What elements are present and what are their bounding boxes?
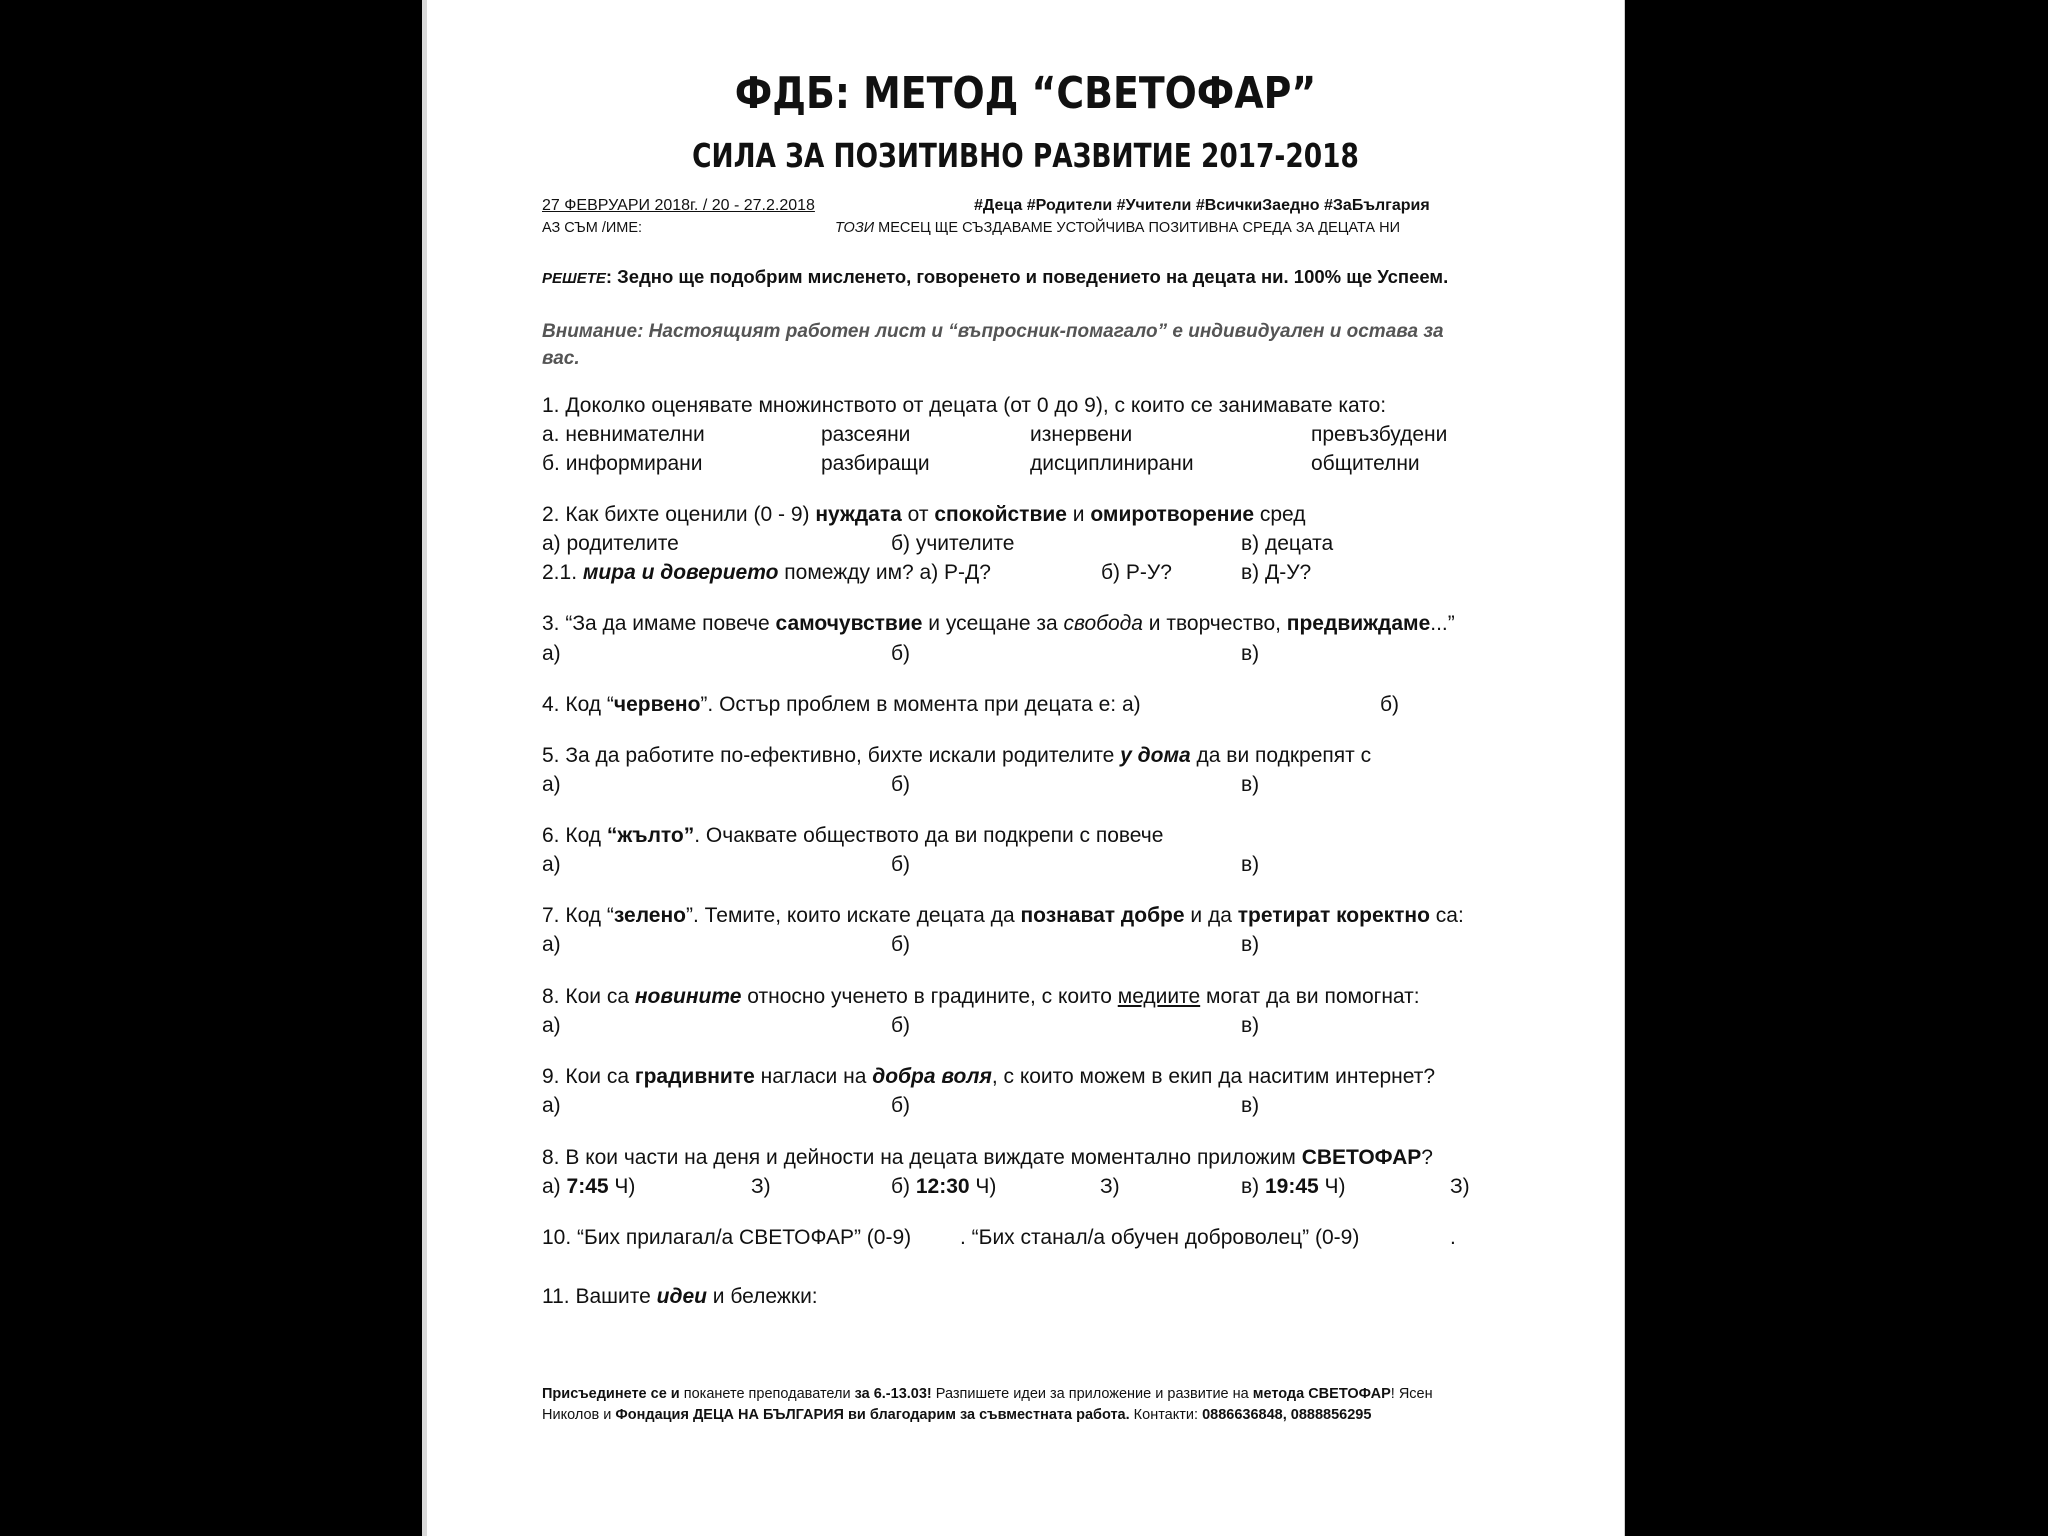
footer-invite: поканете преподаватели: [679, 1386, 855, 1402]
q9-constructive: градивните: [634, 1065, 755, 1088]
q8b-svetofar: СВЕТОФАР: [1301, 1146, 1422, 1169]
q7-text-3: и да: [1184, 904, 1238, 927]
date-line: 27 ФЕВРУАРИ 2018г. / 20 - 27.2.2018: [542, 197, 815, 214]
month-goal-lead: ТОЗИ: [835, 220, 875, 236]
q9-text-1: 9. Кои са: [542, 1065, 635, 1088]
q3-text-2: и усещане за: [922, 612, 1064, 635]
q5-answer-b: б): [891, 773, 911, 796]
q3-answer-a: а): [542, 642, 561, 665]
q1-a-4: превъзбудени: [1311, 423, 1448, 446]
question-1: 1. Доколко оценявате множинството от децата (от 0 до 9), с които се занимавате като:: [542, 394, 1387, 417]
document-subtitle: СИЛА ЗА ПОЗИТИВНО РАЗВИТИЕ 2017-2018: [692, 136, 1359, 175]
question-10-part-2: . “Бих станал/а обучен доброволец” (0-9): [960, 1226, 1360, 1249]
q2-1-option-c: в) Д-У?: [1241, 561, 1312, 584]
q2-peace: омиротворение: [1090, 503, 1255, 526]
footer-dates: за 6.-13.03!: [854, 1386, 932, 1402]
question-3: [542, 612, 1455, 636]
q8b-c-hour: Ч): [1318, 1175, 1346, 1198]
q9-answer-a: а): [542, 1094, 561, 1117]
q7-answer-c: в): [1241, 933, 1260, 956]
decide-label: РЕШЕТЕ: [542, 270, 606, 287]
footer-phones: 0886636848, 0888856295: [1202, 1407, 1372, 1423]
q5-answer-a: а): [542, 773, 561, 796]
q1-b-4: общителни: [1311, 452, 1420, 475]
q5-answer-c: в): [1241, 773, 1260, 796]
q2-text-2: от: [901, 503, 935, 526]
footer-method: метода СВЕТОФАР: [1252, 1386, 1391, 1402]
q3-text-1: 3. “За да имаме повече: [542, 612, 776, 635]
q8b-option-b: [891, 1175, 996, 1199]
q8-text-2: относно ученето в градините, с които: [741, 985, 1118, 1008]
q4-text-1: 4. Код “: [542, 693, 614, 716]
q7-green: зелено: [613, 904, 686, 927]
q8-text-3: могат да ви помогнат:: [1200, 985, 1420, 1008]
footer-line-1: [542, 1384, 1433, 1404]
q11-text-1: 11. Вашите: [542, 1285, 657, 1308]
q8b-option-a: [542, 1175, 635, 1199]
q2-1-num: 2.1.: [542, 561, 583, 584]
question-9: [542, 1065, 1435, 1089]
q8-answer-a: а): [542, 1014, 561, 1037]
q4-answer-b: б): [1380, 693, 1400, 716]
q2-1-text: помежду им? а) Р-Д?: [778, 561, 991, 584]
q4-text-2: ”. Остър проблем в момента при децата е: а): [700, 693, 1141, 716]
q3-confidence: самочувствие: [775, 612, 923, 635]
footer-author-first: ! Ясен: [1390, 1386, 1433, 1402]
q11-text-2: и бележки:: [706, 1285, 818, 1308]
q6-text-2: . Очаквате обществото да ви подкрепи с повече: [694, 824, 1164, 847]
q1-b-1: б. информирани: [542, 452, 703, 475]
q8b-b-time: 12:30: [915, 1175, 970, 1198]
q3-text-4: ...”: [1430, 612, 1455, 635]
q5-at-home: у дома: [1120, 744, 1191, 767]
q3-answer-b: б): [891, 642, 911, 665]
q2-calm: спокойствие: [934, 503, 1067, 526]
decide-line: [542, 266, 1448, 288]
q1-a-1: а. невнимателни: [542, 423, 705, 446]
q2-option-b: б) учителите: [891, 532, 1015, 555]
q6-answer-c: в): [1241, 853, 1260, 876]
hashtags: #Деца #Родители #Учители #ВсичкиЗаедно #ЗаБългария: [974, 197, 1430, 214]
q8-media: медиите: [1117, 985, 1201, 1008]
q2-text-3: и: [1066, 503, 1091, 526]
q8b-a-time: 7:45: [566, 1175, 609, 1198]
q7-know-well: познават добре: [1020, 904, 1185, 927]
q8b-c-z: З): [1450, 1175, 1470, 1198]
q7-text-2: ”. Темите, които искате децата да: [686, 904, 1021, 927]
q8b-a-z: З): [751, 1175, 771, 1198]
footer-author-last: Николов и: [542, 1407, 616, 1423]
q8b-option-c: [1241, 1175, 1346, 1199]
footer-line-2: [542, 1405, 1371, 1425]
month-goal: [835, 220, 1400, 236]
document-title: ФДБ: МЕТОД “СВЕТОФАР”: [734, 68, 1317, 119]
name-label: АЗ СЪМ /ИМЕ:: [542, 220, 643, 236]
q8-answer-c: в): [1241, 1014, 1260, 1037]
q8b-b-hour: Ч): [969, 1175, 997, 1198]
q9-text-3: , с които можем в екип да наситим интернет?: [991, 1065, 1436, 1088]
question-8-times: [542, 1146, 1433, 1170]
q11-ideas: идеи: [656, 1285, 707, 1308]
q2-1-trust: мира и доверието: [582, 561, 779, 584]
note-line-1: Внимание: Настоящият работен лист и “въпросник-помагало” е индивидуален и остава за: [542, 321, 1444, 342]
q1-a-2: разсеяни: [821, 423, 911, 446]
q8b-c-prefix: в): [1241, 1175, 1265, 1198]
q8b-text-1: 8. В кои части на деня и дейности на децата виждате моментално приложим: [542, 1146, 1302, 1169]
question-8: [542, 985, 1420, 1009]
q2-need: нуждата: [815, 503, 902, 526]
footer-write: Разпишете идеи за приложение и развитие на: [931, 1386, 1253, 1402]
q7-text-4: са:: [1429, 904, 1464, 927]
q6-yellow: “жълто”: [606, 824, 695, 847]
q2-text-4: сред: [1254, 503, 1306, 526]
q3-foresee: предвиждаме: [1286, 612, 1431, 635]
question-2: [542, 503, 1306, 527]
footer-join: Присъединете се и: [542, 1386, 680, 1402]
footer-foundation: Фондация ДЕЦА НА БЪЛГАРИЯ ви благодарим за съвместната работа.: [615, 1407, 1130, 1423]
q7-answer-b: б): [891, 933, 911, 956]
q8b-b-z: З): [1100, 1175, 1120, 1198]
q3-freedom: свобода: [1063, 612, 1143, 635]
question-10-end: .: [1450, 1226, 1456, 1249]
q1-b-3: дисциплинирани: [1030, 452, 1194, 475]
q9-text-2: нагласи на: [754, 1065, 873, 1088]
q8-answer-b: б): [891, 1014, 911, 1037]
question-2-1: [542, 561, 991, 585]
q6-text-1: 6. Код: [542, 824, 607, 847]
q6-answer-a: а): [542, 853, 561, 876]
q1-b-2: разбиращи: [821, 452, 930, 475]
q2-text-1: 2. Как бихте оценили (0 - 9): [542, 503, 816, 526]
q9-goodwill: добра воля: [872, 1065, 992, 1088]
q2-option-c: в) децата: [1241, 532, 1334, 555]
q2-option-a: а) родителите: [542, 532, 679, 555]
q8b-a-prefix: а): [542, 1175, 567, 1198]
note-line-2: вас.: [542, 348, 580, 369]
q6-answer-b: б): [891, 853, 911, 876]
question-5: [542, 744, 1371, 768]
q1-a-3: изнервени: [1030, 423, 1133, 446]
question-7: [542, 904, 1464, 928]
month-goal-text: МЕСЕЦ ЩЕ СЪЗДАВАМЕ УСТОЙЧИВА ПОЗИТИВНА СРЕДА ЗА ДЕЦАТА НИ: [874, 220, 1401, 236]
question-4: [542, 693, 1141, 717]
q9-answer-c: в): [1241, 1094, 1260, 1117]
decide-colon: :: [605, 266, 613, 287]
q7-answer-a: а): [542, 933, 561, 956]
q8b-c-time: 19:45: [1264, 1175, 1319, 1198]
q5-text-2: да ви подкрепят с: [1190, 744, 1372, 767]
q8b-a-hour: Ч): [608, 1175, 636, 1198]
q2-1-option-b: б) Р-У?: [1101, 561, 1172, 584]
question-6: [542, 824, 1163, 848]
q7-treat-correctly: третират коректно: [1237, 904, 1430, 927]
q3-answer-c: в): [1241, 642, 1260, 665]
question-10-part-1: 10. “Бих прилагал/а СВЕТОФАР” (0-9): [542, 1226, 912, 1249]
q8b-text-2: ?: [1421, 1146, 1433, 1169]
q8b-b-prefix: б): [891, 1175, 916, 1198]
q9-answer-b: б): [891, 1094, 911, 1117]
q5-text-1: 5. За да работите по-ефективно, бихте искали родителите: [542, 744, 1121, 767]
q4-red: червено: [613, 693, 701, 716]
decide-text: Зедно ще подобрим мисленето, говоренето и поведението на децата ни. 100% ще Успеем.: [612, 266, 1449, 287]
q8-text-1: 8. Кои са: [542, 985, 635, 1008]
footer-contacts-label: Контакти:: [1129, 1407, 1203, 1423]
question-11: [542, 1285, 818, 1309]
q7-text-1: 7. Код “: [542, 904, 614, 927]
document-page: [427, 0, 1624, 1536]
q8-news: новините: [634, 985, 742, 1008]
q3-text-3: и творчество,: [1142, 612, 1287, 635]
